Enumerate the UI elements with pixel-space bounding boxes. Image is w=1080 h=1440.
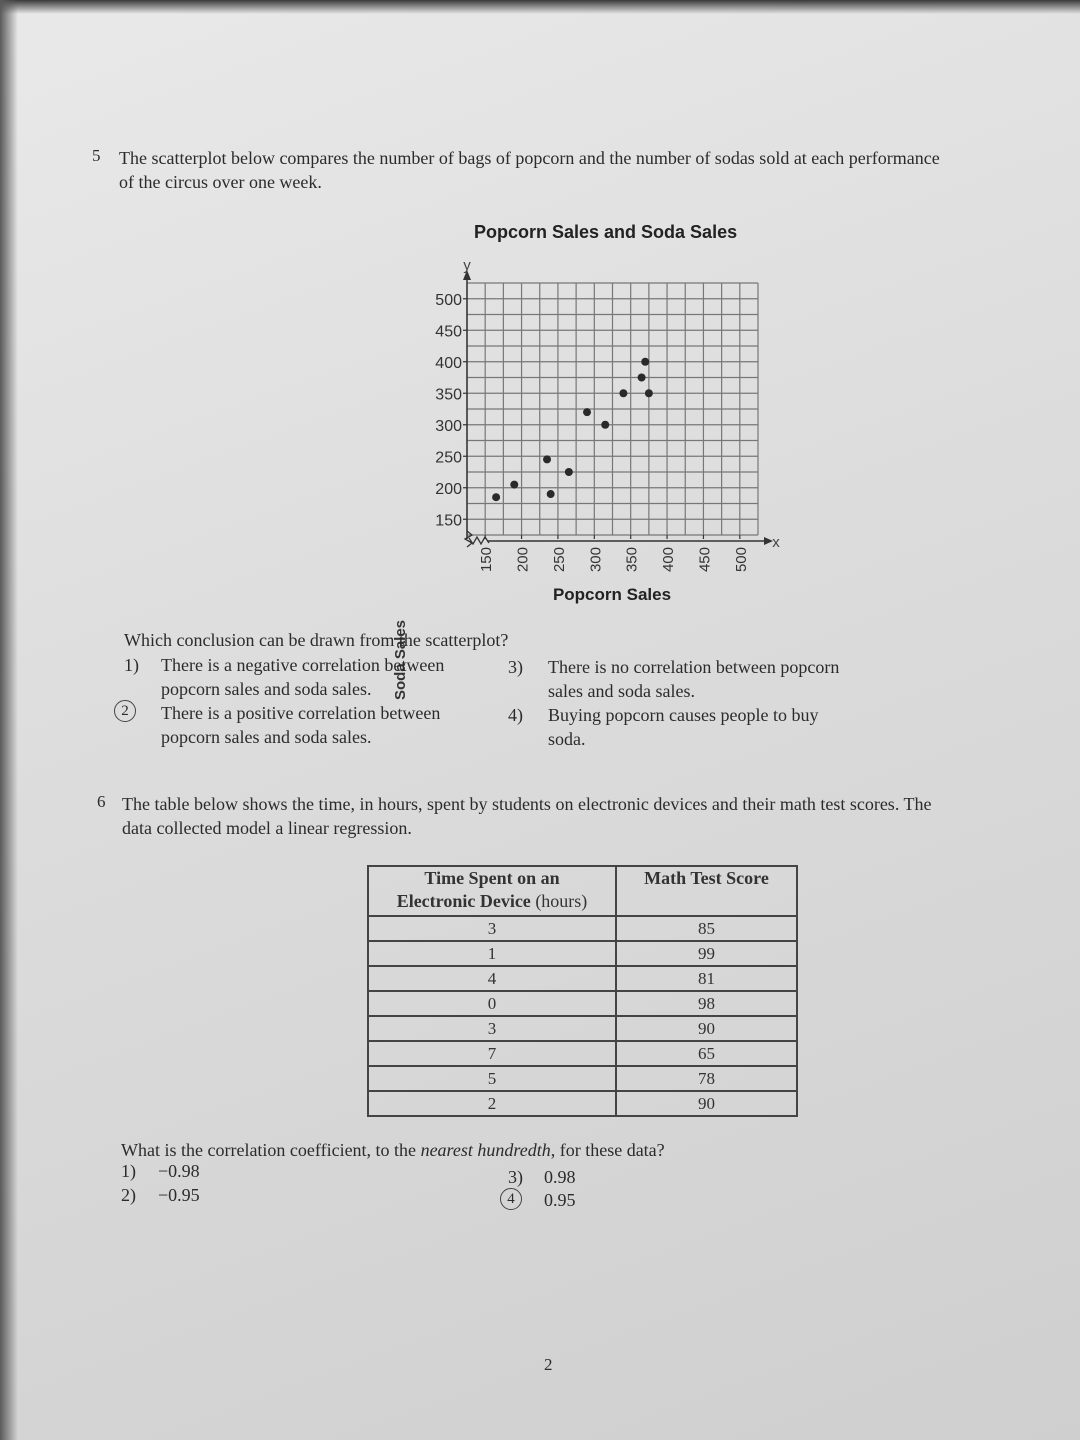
q6-choice-1-number: 1) xyxy=(121,1161,136,1181)
q5-choice-1-line1: There is a negative correlation between xyxy=(161,655,445,675)
table-row xyxy=(368,941,797,966)
q6-choice-2-value: −0.95 xyxy=(158,1185,200,1205)
q5-choice-3 xyxy=(548,655,839,703)
q5-choice-1-number: 1) xyxy=(124,655,139,675)
x-tick-label: 250 xyxy=(550,547,568,573)
x-tick-label: 350 xyxy=(623,547,641,573)
q6-choice-4-circled-number xyxy=(500,1188,522,1210)
scatter-point xyxy=(492,493,500,501)
table-cell-score: 81 xyxy=(616,966,797,991)
q5-choice-2-circled-number xyxy=(114,700,136,722)
scatter-point xyxy=(543,455,551,463)
question-6-prompt-line1: The table below shows the time, in hours, spent by students on electronic devices and their math test scores. The xyxy=(122,794,932,814)
scatter-point xyxy=(601,421,609,429)
table-header-time-line2-unit: (hours) xyxy=(530,891,588,911)
q6-choice-4-value: 0.95 xyxy=(544,1190,576,1210)
q5-choice-2 xyxy=(161,701,440,749)
table-cell-score: 98 xyxy=(616,991,797,1016)
y-tick-label: 250 xyxy=(435,449,462,467)
table-row xyxy=(368,1091,797,1116)
table-cell-score: 85 xyxy=(616,916,797,941)
y-tick-label: 150 xyxy=(435,512,462,530)
q5-choice-4-line2: soda. xyxy=(548,729,586,749)
q5-choice-4 xyxy=(548,703,818,751)
scatter-point xyxy=(619,389,627,397)
scatter-point xyxy=(641,358,649,366)
y-tick-label: 400 xyxy=(435,354,462,372)
question-6-number: 6 xyxy=(97,792,106,811)
table-row xyxy=(368,1041,797,1066)
y-tick-label: 200 xyxy=(435,480,462,498)
table-cell-score: 90 xyxy=(616,1091,797,1116)
table-cell-time: 3 xyxy=(368,1016,616,1041)
data-points xyxy=(492,358,653,501)
table-cell-score: 99 xyxy=(616,941,797,966)
table-cell-time: 7 xyxy=(368,1041,616,1066)
table-cell-time: 1 xyxy=(368,941,616,966)
question-5-number: 5 xyxy=(92,146,101,165)
q6-choice-3-value: 0.98 xyxy=(544,1167,576,1187)
x-tick-label: 150 xyxy=(478,547,496,573)
q6-choice-4-number: 4 xyxy=(500,1188,522,1210)
table-header-score: Math Test Score xyxy=(616,866,797,916)
x-tick-label: 450 xyxy=(696,547,714,573)
page-edge-shadow-left xyxy=(0,0,18,1440)
scatter-point xyxy=(645,389,653,397)
table-cell-score: 90 xyxy=(616,1016,797,1041)
table-cell-time: 3 xyxy=(368,916,616,941)
chart-grid xyxy=(467,283,758,535)
q5-choice-2-line2: popcorn sales and soda sales. xyxy=(161,727,372,747)
y-tick-label: 450 xyxy=(435,323,462,341)
scatter-point xyxy=(510,481,518,489)
table-row xyxy=(368,991,797,1016)
scatter-point xyxy=(565,468,573,476)
x-axis-label: Popcorn Sales xyxy=(552,585,672,604)
q5-choice-1-line2: popcorn sales and soda sales. xyxy=(161,679,372,699)
table-cell-score: 78 xyxy=(616,1066,797,1091)
y-axis-break xyxy=(465,531,472,547)
table-cell-time: 2 xyxy=(368,1091,616,1116)
table-header-row xyxy=(368,866,797,916)
table-row xyxy=(368,1066,797,1091)
y-axis-letter: y xyxy=(463,257,471,274)
question-6-question xyxy=(121,1138,665,1162)
question-5-question: Which conclusion can be drawn from the scatterplot? xyxy=(124,630,509,650)
data-table xyxy=(367,865,798,1117)
question-6-prompt xyxy=(122,792,1052,840)
question-5-prompt-line2: of the circus over one week. xyxy=(119,172,322,192)
q5-choice-1 xyxy=(161,653,444,701)
question-6-question-pre: What is the correlation coefficient, to the xyxy=(121,1140,421,1160)
q6-choice-3-number: 3) xyxy=(508,1167,523,1187)
y-tick-label: 350 xyxy=(435,386,462,404)
table-cell-score: 65 xyxy=(616,1041,797,1066)
question-5-prompt-line1: The scatterplot below compares the number of bags of popcorn and the number of sodas sold at each performance xyxy=(119,148,940,168)
table-header-time-line1: Time Spent on an xyxy=(424,868,560,888)
table-header-time-line2 xyxy=(369,890,615,913)
y-tick-label: 500 xyxy=(435,291,462,309)
q6-choice-1-value: −0.98 xyxy=(158,1161,200,1181)
chart-title: Popcorn Sales and Soda Sales xyxy=(474,222,738,242)
question-6-question-italic: nearest hundredth xyxy=(420,1140,551,1160)
y-axis-label: Soda Sales xyxy=(392,619,409,701)
x-tick-label: 300 xyxy=(587,547,605,573)
x-tick-label: 200 xyxy=(514,547,532,573)
question-6-question-post: , for these data? xyxy=(550,1140,665,1160)
table-cell-time: 5 xyxy=(368,1066,616,1091)
x-axis-letter: x xyxy=(772,534,780,551)
question-6-prompt-line2: data collected model a linear regression. xyxy=(122,818,412,838)
scatter-point xyxy=(547,490,555,498)
x-axis-break xyxy=(469,537,489,544)
table-cell-time: 4 xyxy=(368,966,616,991)
x-tick-label: 500 xyxy=(732,547,750,573)
page-number: 2 xyxy=(544,1355,553,1374)
q6-choice-2-number: 2) xyxy=(121,1185,136,1205)
table-row xyxy=(368,1016,797,1041)
table-cell-time: 0 xyxy=(368,991,616,1016)
y-tick-labels xyxy=(435,292,467,530)
table-row xyxy=(368,966,797,991)
q5-choice-4-line1: Buying popcorn causes people to buy xyxy=(548,705,819,725)
q5-choice-2-number: 2 xyxy=(114,700,136,722)
y-tick-label: 300 xyxy=(435,417,462,435)
q5-choice-3-line1: There is no correlation between popcorn xyxy=(548,657,840,677)
scatter-point xyxy=(583,408,591,416)
table-header-time-line2-bold: Electronic Device xyxy=(396,891,531,911)
page-edge-shadow xyxy=(0,0,1080,14)
q5-choice-2-line1: There is a positive correlation between xyxy=(161,703,441,723)
q5-choice-4-number: 4) xyxy=(508,705,523,725)
q5-choice-3-line2: sales and soda sales. xyxy=(548,681,695,701)
question-5-prompt xyxy=(119,146,1059,194)
table-header-time xyxy=(368,866,616,916)
table-row xyxy=(368,916,797,941)
scatter-point xyxy=(638,374,646,382)
q5-choice-3-number: 3) xyxy=(508,657,523,677)
x-tick-label: 400 xyxy=(660,547,678,573)
